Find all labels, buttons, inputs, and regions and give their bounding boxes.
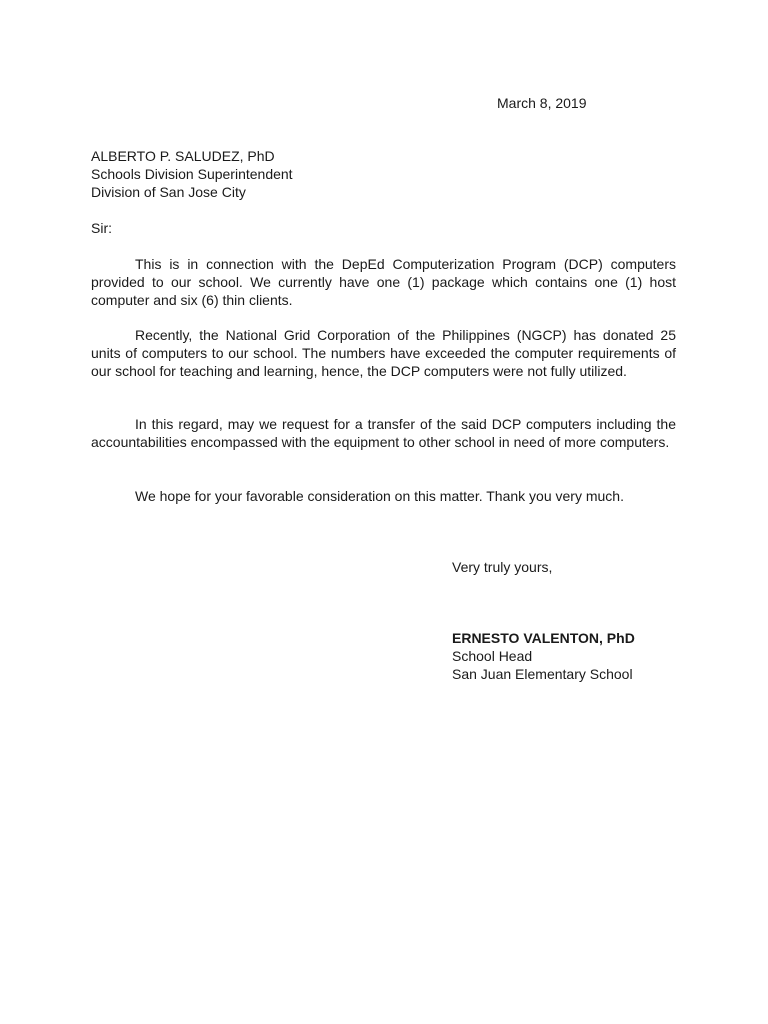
sender-name: ERNESTO VALENTON, PhD [452,630,635,646]
sender-title: School Head [452,648,533,664]
recipient-office: Division of San Jose City [91,184,246,200]
body-paragraph-2: Recently, the National Grid Corporation of the Philippines (NGCP) has donated 25 units of computers to our school. The numbers have exceeded the computer requirements of our school for teaching and learning, hence, the DCP computers were not fully utilized. [91,327,676,379]
body-paragraph-3: In this regard, may we request for a transfer of the said DCP computers including the accountabilities encompassed with the equipment to other school in need of more computers. [91,416,676,450]
recipient-block [91,147,293,201]
salutation: Sir: [91,220,112,236]
recipient-name: ALBERTO P. SALUDEZ, PhD [91,148,275,164]
sender-school: San Juan Elementary School [452,666,633,682]
body-paragraph-1: This is in connection with the DepEd Computerization Program (DCP) computers provided to our school. We currently have one (1) package which contains one (1) host computer and six (6) thin clients. [91,256,676,308]
signature-block [452,629,635,683]
complimentary-closing: Very truly yours, [452,559,553,575]
body-paragraph-4: We hope for your favorable consideration on this matter. Thank you very much. [135,488,624,504]
letter-date: March 8, 2019 [497,95,587,111]
recipient-title: Schools Division Superintendent [91,166,293,182]
